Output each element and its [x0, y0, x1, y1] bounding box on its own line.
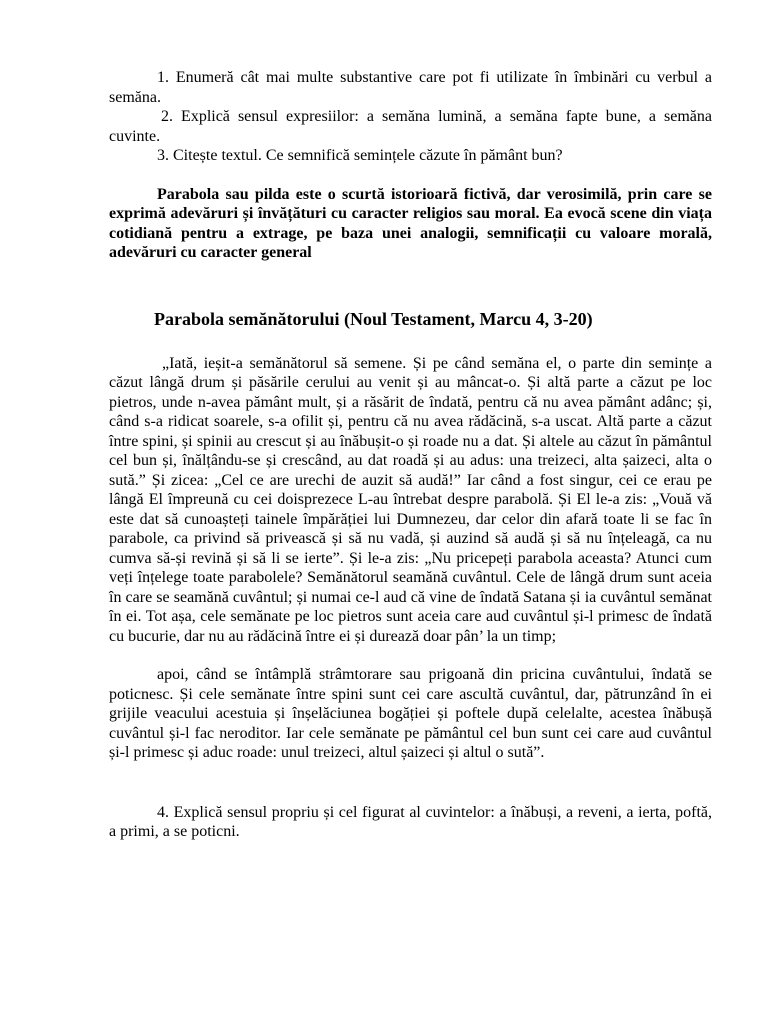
document-page	[109, 68, 712, 842]
question-4: 4. Explică sensul propriu și cel figurat al cuvintelor: a înăbuși, a reveni, a ierta, poftă, a primi, a se poticni.	[109, 803, 712, 840]
passage-paragraph-1: „Iată, ieșit-a semănătorul să semene. Și pe când semăna el, o parte din semințe a căzut lângă drum și păsările cerului au venit și au mâncat-o. Și altă parte a căzut pe loc pietros, unde n-avea pământ mult, și a răsărit de îndată, pentru că nu avea pământ adânc; și, când s-a ridicat soarele, s-a ofilit și, pentru că nu avea rădăcină, s-a uscat. Altă parte a căzut între spini, și spinii au crescut și au înăbușit-o și roade nu a dat. Și altele au căzut în pământul cel bun și, înălțându-se și crescând, au dat roadă și au adus: una treizeci, alta șaizeci, alta o sută.” Și zicea: „Cel ce are urechi de auzit să audă!” Iar când a fost singur, cei ce erau pe lângă El împreună cu cei doisprezece L-au întrebat despre parabolă. Și El le-a zis: „Vouă vă este dat să cunoașteți tainele împărăției lui Dumnezeu, dar celor din afară toate li se fac în parabole, ca privind să privească și să nu vadă, și auzind să audă și să nu înțeleagă, ca nu cumva să-și revină și să li se ierte”. Și le-a zis: „Nu pricepeți parabola aceasta? Atunci cum veți înțelege toate parabolele? Semănătorul seamănă cuvântul. Cele de lângă drum sunt aceia în care se seamănă cuvântul; și numai ce-l aud că vine de îndată Satana și ia cuvântul semănat în ei. Tot așa, cele semănate pe loc pietros sunt aceia care aud cuvântul și-l primesc de îndată cu bucurie, dar nu au rădăcină între ei și durează doar pân’ la un timp;	[109, 354, 712, 645]
parable-definition: Parabola sau pilda este o scurtă istorioară fictivă, dar verosimilă, prin care se exprimă adevăruri și învățături cu caracter religios sau moral. Ea evocă scene din viața cotidiană pentru a extrage, pe baza unei analogii, semnificații cu valoare morală, adevăruri cu caracter general	[109, 185, 712, 261]
question-2: 2. Explică sensul expresiilor: a semăna lumină, a semăna fapte bune, a semăna cuvinte.	[109, 108, 712, 145]
question-3: 3. Citește textul. Ce semnifică semințele căzute în pământ bun?	[157, 147, 563, 164]
question-1: 1. Enumeră cât mai multe substantive care pot fi utilizate în îmbinări cu verbul a semăna.	[109, 69, 712, 106]
passage-title: Parabola semănătorului (Noul Testament, Marcu 4, 3-20)	[154, 308, 593, 329]
passage-paragraph-2: apoi, când se întâmplă strâmtorare sau prigoană din pricina cuvântului, îndată se poticnesc. Și cele semănate între spini sunt cei care ascultă cuvântul, dar, pătrunzând în ei grijile veacului acestuia și înșelăciunea bogăției și poftele după celelalte, acestea înăbușă cuvântul și-l fac neroditor. Iar cele semănate pe pământul cel bun sunt cei care aud cuvântul și-l primesc și aduc roade: unul treizeci, altul șaizeci și altul o sută”.	[109, 666, 712, 761]
